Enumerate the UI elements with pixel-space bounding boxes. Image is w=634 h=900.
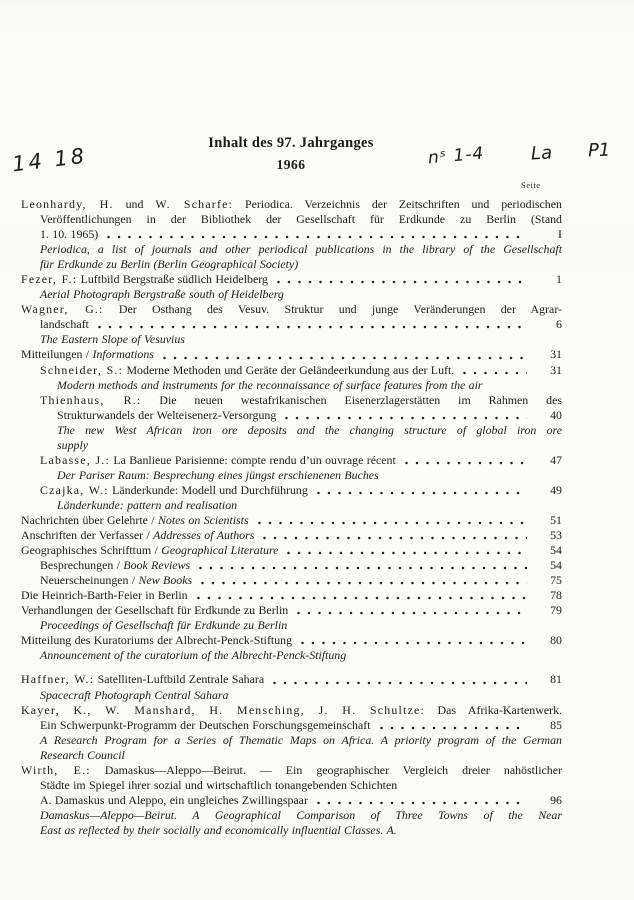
page-number: 47 bbox=[550, 452, 562, 467]
dot-leader bbox=[463, 371, 527, 375]
dot-leader bbox=[317, 801, 527, 805]
dot-leader bbox=[277, 280, 527, 284]
author-name-segment: Thienhaus, R.: bbox=[40, 392, 142, 407]
toc-line-text bbox=[57, 408, 276, 423]
toc-line-text bbox=[40, 648, 346, 663]
dot-leader bbox=[197, 596, 527, 600]
toc-line bbox=[21, 808, 562, 823]
translated-title-segment: für Erdkunde zu Berlin (Berlin Geographical Society) bbox=[40, 257, 299, 272]
toc-line-text bbox=[40, 453, 396, 468]
toc-line bbox=[21, 498, 562, 513]
author-name-segment: Schneider, S.: bbox=[40, 362, 124, 377]
title-segment: Städte im Spiegel ihrer sozial und wirtschaftlich tonangebenden Schichten bbox=[40, 777, 398, 792]
toc-line bbox=[21, 257, 562, 272]
dot-leader bbox=[380, 726, 528, 730]
title-segment: und bbox=[113, 197, 156, 211]
toc-line bbox=[21, 423, 562, 438]
title-segment: Das Afrika-Kartenwerk. bbox=[425, 702, 562, 717]
page-number: 80 bbox=[550, 633, 562, 648]
toc-line-text bbox=[40, 823, 397, 838]
title-segment: Besprechungen / bbox=[40, 558, 124, 573]
toc-line-text bbox=[21, 272, 268, 287]
title-segment: Der Osthang des Vesuv. Struktur und junge Veränderungen der Agrar- bbox=[103, 302, 563, 317]
title-segment: Luftbild Bergstraße südlich Heidelberg bbox=[77, 272, 268, 287]
dot-leader bbox=[287, 551, 527, 555]
title-segment: Neuerscheinungen / bbox=[40, 573, 139, 588]
handwritten-shelf-mark: 14 18 bbox=[10, 143, 89, 177]
toc-line bbox=[21, 688, 562, 703]
title-segment: La Banlieue Parisienne: compte rendu d’un ouvrage récent bbox=[109, 452, 396, 467]
translated-title-segment: Geographical Literature bbox=[161, 543, 279, 558]
title-segment: 1. 10. 1965) bbox=[40, 227, 99, 242]
translated-title-segment: Research Council bbox=[40, 747, 125, 762]
translated-title-segment: supply bbox=[57, 437, 89, 452]
dot-leader bbox=[199, 566, 527, 570]
title-segment: Moderne Methoden und Geräte der Geländeerkundung aus der Luft. bbox=[123, 362, 455, 377]
dot-leader bbox=[317, 491, 527, 495]
page-number: 31 bbox=[550, 362, 562, 377]
toc-line-text bbox=[40, 618, 287, 633]
toc-line bbox=[21, 543, 562, 558]
toc-line-text bbox=[57, 423, 562, 438]
toc-line bbox=[21, 793, 562, 808]
toc-line bbox=[21, 603, 562, 618]
dot-leader bbox=[258, 521, 527, 525]
toc-line bbox=[21, 197, 562, 212]
page-number: 49 bbox=[550, 482, 562, 497]
page-number: 51 bbox=[550, 512, 562, 527]
toc-line-text bbox=[21, 672, 264, 687]
toc-line bbox=[21, 378, 562, 393]
author-name-segment: Haffner, W.: bbox=[21, 672, 95, 687]
toc-line bbox=[21, 763, 562, 778]
translated-title-segment: Notes on Scientists bbox=[157, 512, 249, 527]
translated-title-segment: Aerial Photograph Bergstraße south of Heidelberg bbox=[40, 287, 284, 302]
title-segment: Geographisches Schrifttum / bbox=[21, 543, 162, 558]
translated-title-segment: Spacecraft Photograph Central Sahara bbox=[40, 687, 229, 702]
page-number: 31 bbox=[550, 347, 562, 362]
toc-line bbox=[21, 302, 562, 317]
page-number: 6 bbox=[556, 317, 562, 332]
translated-title-segment: Der Pariser Raum: Besprechung eines jüngst erschienenen Buches bbox=[57, 467, 379, 482]
toc-line bbox=[21, 212, 562, 227]
dot-leader bbox=[285, 416, 527, 420]
toc-line bbox=[21, 528, 562, 543]
title-segment: Die neuen westafrikanischen Eisenerzlagerstätten im Rahmen des bbox=[141, 392, 562, 407]
toc-line bbox=[21, 618, 562, 633]
toc-line-text bbox=[40, 257, 298, 272]
author-name-segment: Fezer, F.: bbox=[21, 272, 78, 287]
dot-leader bbox=[273, 681, 527, 685]
handwritten-mark-p1: P1 bbox=[587, 139, 611, 162]
toc-line-text bbox=[57, 438, 88, 453]
translated-title-segment: New Books bbox=[138, 573, 193, 588]
toc-line-text bbox=[57, 468, 379, 483]
toc-line bbox=[21, 573, 562, 588]
author-name-segment: Wirth, E.: bbox=[21, 762, 91, 777]
toc-line-text bbox=[21, 302, 562, 317]
toc-line-text bbox=[21, 603, 288, 618]
toc-line bbox=[21, 823, 562, 838]
table-of-contents bbox=[21, 197, 562, 838]
author-name-segment: Czajka, W.: bbox=[40, 482, 109, 497]
toc-line-text bbox=[40, 808, 562, 823]
page-number: 75 bbox=[550, 573, 562, 588]
toc-line bbox=[21, 633, 562, 648]
toc-line-text bbox=[57, 378, 483, 393]
toc-line-text bbox=[21, 528, 254, 543]
volume-year: 1966 bbox=[276, 157, 306, 172]
title-segment: landschaft bbox=[40, 317, 89, 332]
title-segment: Veröffentlichungen in der Bibliothek der Gesellschaft für Erdkunde zu Berlin (Stand bbox=[40, 212, 562, 227]
title-segment: Nachrichten über Gelehrte / bbox=[21, 512, 158, 527]
page-number: 40 bbox=[550, 407, 562, 422]
toc-line bbox=[21, 317, 562, 332]
title-segment: Periodica. Verzeichnis der Zeitschriften und periodischen bbox=[233, 197, 562, 211]
translated-title-segment: A Research Program for a Series of Thematic Maps on Africa. A priority program of the German bbox=[40, 732, 562, 747]
toc-line-text bbox=[40, 793, 308, 808]
author-name-segment: Wagner, G.: bbox=[21, 302, 104, 317]
toc-line-text bbox=[40, 483, 308, 498]
toc-line-text bbox=[57, 498, 237, 513]
author-name-segment: Leonhardy, H. bbox=[21, 197, 114, 211]
page-number: I bbox=[558, 227, 562, 242]
title-segment: Mitteilungen / bbox=[21, 347, 93, 362]
page-title: Inhalt des 97. Jahrganges bbox=[208, 135, 374, 151]
title-segment: Strukturwandels der Welteisenerz-Versorgung bbox=[57, 407, 277, 422]
toc-line-text bbox=[40, 718, 371, 733]
translated-title-segment: Modern methods and instruments for the reconnaissance of surface features from the air bbox=[57, 377, 483, 392]
toc-line bbox=[21, 703, 562, 718]
dot-leader bbox=[263, 536, 527, 540]
toc-line bbox=[21, 672, 562, 687]
page-number: 78 bbox=[550, 588, 562, 603]
toc-line-text bbox=[40, 688, 228, 703]
toc-line bbox=[21, 778, 562, 793]
toc-line bbox=[21, 347, 562, 362]
translated-title-segment: The new West African iron ore deposits and the changing structure of global iron ore bbox=[57, 422, 562, 437]
toc-line-text bbox=[21, 703, 562, 718]
toc-line-text bbox=[40, 573, 192, 588]
toc-line-text bbox=[40, 212, 562, 227]
toc-line-text bbox=[40, 778, 397, 793]
toc-line-text bbox=[21, 543, 278, 558]
page-number: 85 bbox=[550, 717, 562, 732]
toc-line-text bbox=[21, 588, 188, 603]
dot-leader bbox=[301, 641, 527, 645]
author-name-segment: Labasse, J.: bbox=[40, 452, 110, 467]
toc-line bbox=[21, 648, 562, 663]
toc-line-text bbox=[21, 513, 249, 528]
dot-leader bbox=[405, 461, 527, 465]
translated-title-segment: Book Reviews bbox=[123, 558, 191, 573]
toc-line-text bbox=[40, 733, 562, 748]
translated-title-segment: Länderkunde: pattern and realisation bbox=[57, 497, 238, 512]
toc-line bbox=[21, 227, 562, 242]
toc-line bbox=[21, 393, 562, 408]
toc-line bbox=[21, 718, 562, 733]
title-segment: Damaskus—Aleppo—Beirut. — Ein geographischer Vergleich dreier nahöstlicher bbox=[90, 762, 562, 777]
toc-line bbox=[21, 272, 562, 287]
title-segment: Länderkunde: Modell und Durchführung bbox=[108, 482, 308, 497]
translated-title-segment: Proceedings of Gesellschaft für Erdkunde zu Berlin bbox=[40, 618, 288, 633]
toc-line-text bbox=[40, 317, 89, 332]
toc-line-text bbox=[40, 748, 125, 763]
translated-title-segment: East as reflected by their socially and economically influential Classes. A. bbox=[40, 822, 397, 837]
translated-title-segment: The Eastern Slope of Vesuvius bbox=[40, 332, 185, 347]
page-number: 1 bbox=[556, 272, 562, 287]
dot-leader bbox=[297, 611, 527, 615]
page-number: 54 bbox=[550, 558, 562, 573]
page-number: 54 bbox=[550, 543, 562, 558]
toc-line bbox=[21, 438, 562, 453]
toc-line-text bbox=[40, 242, 562, 257]
page-number: 79 bbox=[550, 603, 562, 618]
toc-line-text bbox=[21, 197, 562, 212]
toc-line bbox=[21, 483, 562, 498]
author-name-segment: Kayer, K., W. Manshard, H. Mensching, J. H. Schultze: bbox=[21, 702, 426, 717]
author-name-segment: W. Scharfe: bbox=[155, 197, 234, 211]
dot-leader bbox=[163, 356, 527, 360]
title-segment: Mitteilung des Kuratoriums der Albrecht-Penck-Stiftung bbox=[21, 633, 293, 648]
title-segment: A. Damaskus und Aleppo, ein ungleiches Zwillingspaar bbox=[40, 792, 308, 807]
toc-line bbox=[21, 453, 562, 468]
page-number: 96 bbox=[550, 792, 562, 807]
toc-line-text bbox=[40, 558, 190, 573]
title-segment: Anschriften der Verfasser / bbox=[21, 528, 154, 543]
toc-line bbox=[21, 733, 562, 748]
toc-line bbox=[21, 287, 562, 302]
toc-line bbox=[21, 363, 562, 378]
toc-line bbox=[21, 468, 562, 483]
toc-line bbox=[21, 408, 562, 423]
title-segment: Ein Schwerpunkt-Programm der Deutschen Forschungsgemeinschaft bbox=[40, 717, 371, 732]
title-segment: Verhandlungen der Gesellschaft für Erdkunde zu Berlin bbox=[21, 603, 289, 618]
translated-title-segment: Informations bbox=[92, 347, 154, 362]
handwritten-issue-numbers: nˢ 1-4 bbox=[427, 143, 486, 169]
title-segment: Die Heinrich-Barth-Feier in Berlin bbox=[21, 588, 188, 603]
page-number: 53 bbox=[550, 528, 562, 543]
toc-line bbox=[21, 748, 562, 763]
toc-line-text bbox=[21, 347, 154, 362]
toc-line-text bbox=[40, 363, 454, 378]
toc-line bbox=[21, 332, 562, 347]
handwritten-mark-la: La bbox=[530, 142, 553, 165]
dot-leader bbox=[107, 235, 527, 239]
dot-leader bbox=[201, 581, 527, 585]
toc-line-text bbox=[40, 393, 562, 408]
page-number: 81 bbox=[550, 672, 562, 687]
toc-line-text bbox=[40, 287, 284, 302]
translated-title-segment: Addresses of Authors bbox=[153, 528, 255, 543]
page-column-header: Seite bbox=[521, 180, 541, 190]
toc-line-text bbox=[21, 633, 292, 648]
toc-line bbox=[21, 242, 562, 257]
dot-leader bbox=[98, 325, 527, 329]
translated-title-segment: Damaskus—Aleppo—Beirut. A Geographical Comparison of Three Towns of the Near bbox=[40, 807, 562, 822]
title-segment: Satelliten-Luftbild Zentrale Sahara bbox=[94, 672, 265, 687]
toc-line-text bbox=[40, 332, 185, 347]
toc-line bbox=[21, 588, 562, 603]
toc-line bbox=[21, 558, 562, 573]
translated-title-segment: Announcement of the curatorium of the Albrecht-Penck-Stiftung bbox=[40, 648, 347, 663]
toc-line bbox=[21, 513, 562, 528]
toc-line-text bbox=[21, 763, 562, 778]
translated-title-segment: Periodica, a list of journals and other periodical publications in the library of the Gesellschaft bbox=[40, 242, 562, 257]
toc-line-text bbox=[40, 227, 98, 242]
